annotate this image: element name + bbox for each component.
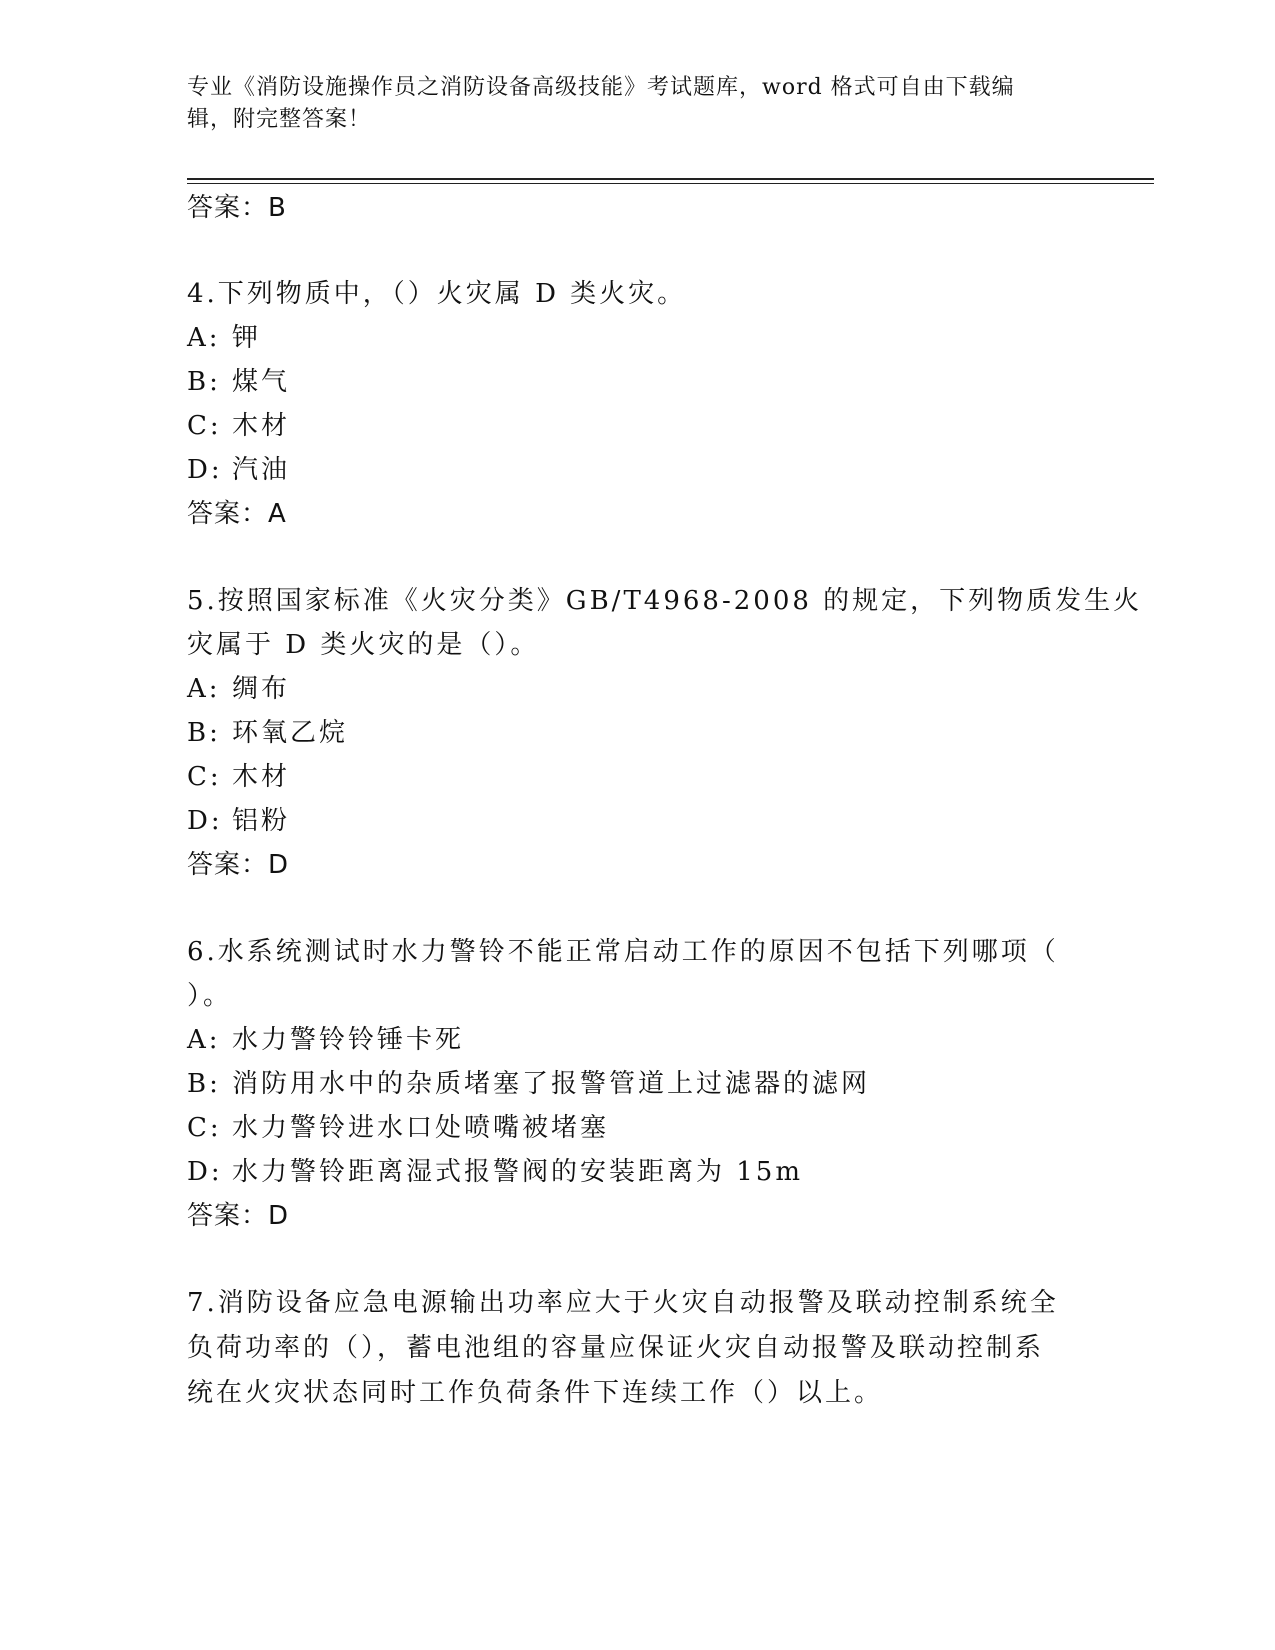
option-label: D: xyxy=(187,806,223,836)
option-text: 水力警铃铃锤卡死 xyxy=(232,1025,465,1055)
option-label: C: xyxy=(187,1113,222,1143)
document-header xyxy=(187,72,1067,136)
option-label: C: xyxy=(187,411,222,441)
option-label: A: xyxy=(187,674,221,704)
q7-stem-line-1: 7.消防设备应急电源输出功率应大于火灾自动报警及联动控制系统全 xyxy=(187,1288,1059,1318)
q6-option-c xyxy=(187,1110,609,1146)
option-text: 水力警铃进水口处喷嘴被堵塞 xyxy=(232,1113,610,1143)
option-label: C: xyxy=(187,762,222,792)
q5-stem-line-2: 灾属于 D 类火灾的是（）。 xyxy=(187,630,540,660)
q4-option-b xyxy=(187,364,290,400)
q5-option-c xyxy=(187,759,290,795)
option-text: 钾 xyxy=(232,323,262,353)
option-text: 消防用水中的杂质堵塞了报警管道上过滤器的滤网 xyxy=(232,1069,871,1099)
option-text: 木材 xyxy=(232,411,291,441)
q4-option-d xyxy=(187,452,290,488)
option-text: 水力警铃距离湿式报警阀的安装距离为 15m xyxy=(232,1157,804,1187)
q6-option-d xyxy=(187,1154,803,1190)
q7-stem-line-3: 统在火灾状态同时工作负荷条件下连续工作（）以上。 xyxy=(187,1378,884,1408)
option-text: 煤气 xyxy=(232,367,291,397)
q4-option-c xyxy=(187,408,290,444)
q4-answer: 答案：A xyxy=(187,499,287,529)
q5-answer: 答案：D xyxy=(187,850,290,880)
q7-stem-line-2: 负荷功率的（），蓄电池组的容量应保证火灾自动报警及联动控制系 xyxy=(187,1333,1045,1363)
option-text: 汽油 xyxy=(232,455,291,485)
q6-option-b xyxy=(187,1066,870,1102)
header-line-2: 辑，附完整答案！ xyxy=(187,107,372,132)
header-rule-thin xyxy=(187,183,1154,184)
option-text: 绸布 xyxy=(232,674,291,704)
option-label: B: xyxy=(187,1069,221,1099)
header-line-1: 专业《消防设施操作员之消防设备高级技能》考试题库，word 格式可自由下载编 xyxy=(187,75,1015,100)
option-text: 木材 xyxy=(232,762,291,792)
option-label: A: xyxy=(187,1025,221,1055)
q6-answer: 答案：D xyxy=(187,1201,290,1231)
option-label: B: xyxy=(187,718,221,748)
q5-option-d xyxy=(187,803,290,839)
q6-option-a xyxy=(187,1022,464,1058)
option-label: D: xyxy=(187,455,223,485)
answer-previous: 答案：B xyxy=(187,193,287,223)
option-label: A: xyxy=(187,323,221,353)
header-rule-thick xyxy=(187,178,1154,180)
q5-option-b xyxy=(187,715,348,751)
option-text: 铝粉 xyxy=(232,806,291,836)
q5-option-a xyxy=(187,671,290,707)
q6-stem-line-2: ）。 xyxy=(187,981,233,1011)
q4-stem: 4.下列物质中，（）火灾属 D 类火灾。 xyxy=(187,279,687,309)
option-text: 环氧乙烷 xyxy=(232,718,349,748)
q6-stem-line-1: 6.水系统测试时水力警铃不能正常启动工作的原因不包括下列哪项（ xyxy=(187,937,1059,967)
option-label: D: xyxy=(187,1157,223,1187)
q4-option-a xyxy=(187,320,261,356)
q5-stem-line-1: 5.按照国家标准《火灾分类》GB/T4968-2008 的规定，下列物质发生火 xyxy=(187,586,1143,616)
option-label: B: xyxy=(187,367,221,397)
